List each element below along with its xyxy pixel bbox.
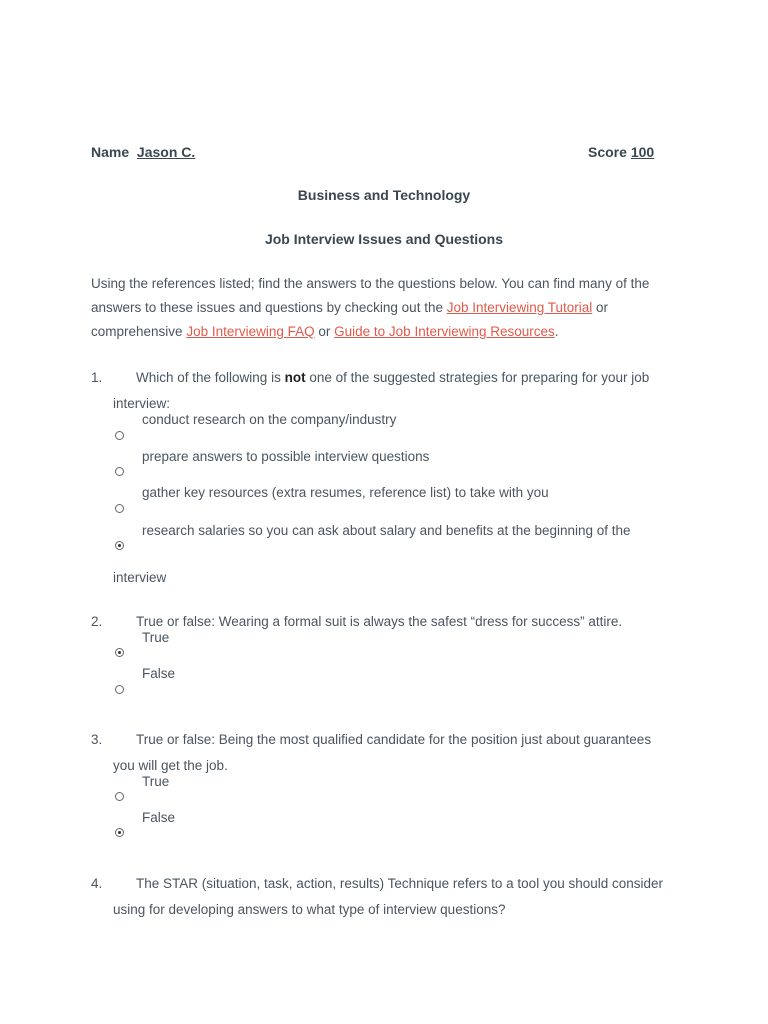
question-4-text-cont: using for developing answers to what type of interview questions? (113, 902, 506, 917)
question-1-text (136, 366, 649, 390)
intro-text: or (592, 300, 609, 315)
q3-option-false-radio[interactable] (115, 828, 124, 837)
q1-option-4-radio[interactable] (115, 541, 124, 550)
q1-option-4-label-cont: interview (113, 570, 167, 585)
question-text: Which of the following is (136, 370, 285, 385)
guide-to-job-interviewing-resources-link[interactable]: Guide to Job Interviewing Resources (334, 324, 555, 339)
intro-line-2 (91, 296, 649, 320)
q1-option-2-radio[interactable] (115, 467, 124, 476)
question-3-number: 3. (91, 732, 103, 747)
question-4-number: 4. (91, 876, 103, 891)
document-subtitle: Job Interview Issues and Questions (264, 231, 504, 247)
intro-text: comprehensive (91, 324, 187, 339)
q1-option-4-label: research salaries so you can ask about salary and benefits at the beginning of the (142, 523, 631, 538)
q1-option-1-radio[interactable] (115, 431, 124, 440)
emphasis-not: not (284, 370, 306, 385)
job-interviewing-faq-link[interactable]: Job Interviewing FAQ (186, 324, 315, 339)
question-1-number: 1. (91, 370, 103, 385)
question-text: one of the suggested strategies for preparing for your job (305, 370, 650, 385)
name-value: Jason C. (136, 144, 196, 160)
q2-option-true-radio[interactable] (115, 648, 124, 657)
score-value: 100 (630, 144, 655, 160)
name-field (91, 144, 195, 160)
question-2-number: 2. (91, 614, 103, 629)
q2-option-true-label: True (142, 630, 170, 645)
intro-line-3 (91, 320, 649, 344)
q2-option-false-label: False (142, 666, 176, 681)
score-label: Score (588, 144, 627, 160)
q3-option-true-radio[interactable] (115, 792, 124, 801)
q1-option-2-label: prepare answers to possible interview questions (142, 449, 430, 464)
question-2-text: True or false: Wearing a formal suit is always the safest “dress for success” attire. (136, 614, 623, 629)
q1-option-3-radio[interactable] (115, 504, 124, 513)
q3-option-true-label: True (142, 774, 170, 789)
q2-option-false-radio[interactable] (115, 685, 124, 694)
intro-paragraph (91, 272, 649, 344)
q1-option-1-label: conduct research on the company/industry (142, 412, 397, 427)
q3-option-false-label: False (142, 810, 176, 825)
job-interviewing-tutorial-link[interactable]: Job Interviewing Tutorial (446, 300, 593, 315)
intro-line-1: Using the references listed; find the answers to the questions below. You can find many of the (91, 276, 650, 291)
intro-text: answers to these issues and questions by checking out the (91, 300, 447, 315)
document-title: Business and Technology (297, 187, 471, 203)
score-field (588, 144, 654, 160)
intro-text: or (314, 324, 335, 339)
question-3-text-cont: you will get the job. (113, 758, 228, 773)
question-4-text: The STAR (situation, task, action, results) Technique refers to a tool you should consider (136, 876, 664, 891)
name-label: Name (91, 144, 130, 160)
q1-option-3-label: gather key resources (extra resumes, reference list) to take with you (142, 485, 549, 500)
intro-text: . (554, 324, 559, 339)
question-1-text-cont: interview: (113, 396, 171, 411)
question-3-text: True or false: Being the most qualified candidate for the position just about guarantees (136, 732, 652, 747)
